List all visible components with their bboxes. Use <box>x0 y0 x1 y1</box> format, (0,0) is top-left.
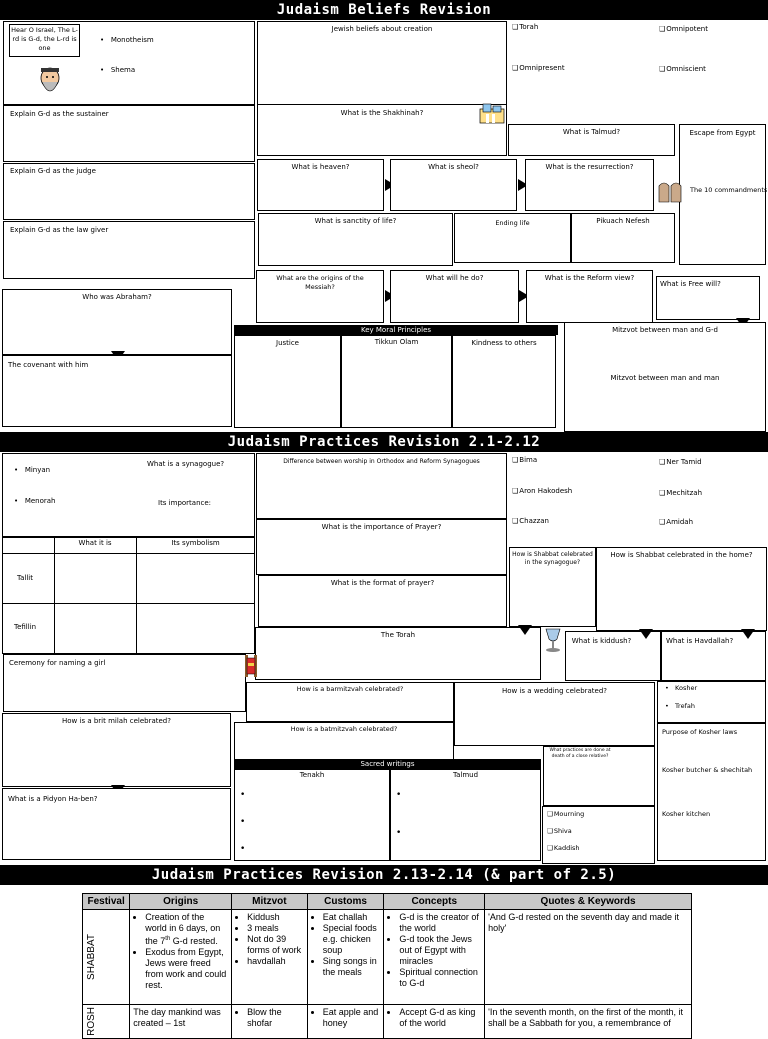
arrow-down-icon <box>741 629 755 639</box>
shabbat-home-label: How is Shabbat celebrated in the home? <box>610 551 753 559</box>
death-label: What practices are done at death of a close relative? <box>549 748 611 759</box>
customs-cell <box>307 910 384 1005</box>
kosher-laws-box <box>657 723 766 861</box>
barmitzvah-label: How is a barmitzvah celebrated? <box>296 685 404 693</box>
synagogue-label: What is a synagogue? <box>147 460 225 468</box>
shabbat-synagogue-label: How is Shabbat celebrated in the synagogue? <box>512 551 593 566</box>
pikuach-label: Pikuach Nefesh <box>596 217 650 225</box>
check-amidah[interactable]: ❑ Amidah <box>659 518 693 527</box>
bullet-trefah: • Trefah <box>665 702 695 710</box>
concepts-cell <box>384 910 485 1005</box>
prayer-format-label: What is the format of prayer? <box>330 579 435 587</box>
kosher-purpose-label: Purpose of Kosher laws <box>662 728 738 736</box>
will-he-do-label: What will he do? <box>425 274 484 282</box>
tablets-icon <box>657 180 685 204</box>
list-item: • Exodus from Egypt, Jews were freed from work and could rest. <box>145 947 228 991</box>
egypt-label: Escape from Egypt <box>689 129 756 137</box>
covenant-label: The covenant with him <box>8 361 89 369</box>
talmud-bullet-1: • <box>396 790 402 800</box>
check-omniscient[interactable]: ❑ Omniscient <box>659 65 706 74</box>
list-item: • Special foods e.g. chicken soup <box>323 923 381 956</box>
check-aron-hakodesh[interactable]: ❑ Aron Hakodesh <box>512 487 572 496</box>
torah-label: The Torah <box>380 631 416 639</box>
arrow-down-icon <box>639 629 653 639</box>
origins-cell <box>130 910 232 1005</box>
list-item: • 3 meals <box>247 923 304 934</box>
abraham-label: Who was Abraham? <box>82 293 152 301</box>
concepts-cell <box>384 1005 485 1039</box>
arrow-down-icon <box>518 625 532 635</box>
kiddush-label: What is kiddush? <box>571 637 632 645</box>
practices2-section-title: Judaism Practices Revision 2.13-2.14 (& part of 2.5) <box>0 865 768 885</box>
symbolism-header: Its symbolism <box>171 539 220 547</box>
difference-label: Difference between worship in Orthodox and Reform Synagogues <box>283 458 480 465</box>
kosher-kitchen-label: Kosher kitchen <box>662 810 711 818</box>
bullet-minyan: • Minyan <box>14 466 51 474</box>
list-item: • G-d took the Jews out of Egypt with miracles <box>399 934 481 967</box>
reform-label: What is the Reform view? <box>544 274 635 282</box>
commandments-label: The 10 commandments <box>690 186 768 194</box>
mitzvot-cell <box>232 1005 308 1039</box>
havdallah-label: What is Havdallah? <box>666 637 734 645</box>
festival-name: ROSH <box>86 1007 97 1036</box>
check-bima[interactable]: ❑ Bima <box>512 456 537 465</box>
check-omnipresent[interactable]: ❑ Omnipresent <box>512 64 565 73</box>
shema-quote: Hear O Israel, The L-rd is G-d, the L-rd is one <box>11 26 78 52</box>
mitzvot-man-label: Mitzvot between man and man <box>610 374 720 382</box>
tenakh-bullet-1: • <box>240 790 246 800</box>
tenakh-box <box>234 769 390 861</box>
customs-cell <box>307 1005 384 1039</box>
tallit-table <box>2 537 255 654</box>
resurrection-label: What is the resurrection? <box>545 163 634 171</box>
mitzvot-god-label: Mitzvot between man and G-d <box>612 326 718 334</box>
check-chazzan[interactable]: ❑ Chazzan <box>512 517 549 526</box>
table-row <box>83 910 692 1005</box>
check-mourning[interactable]: ❑ Mourning <box>547 810 584 819</box>
check-kaddish[interactable]: ❑ Kaddish <box>547 844 580 853</box>
creation-label: Jewish beliefs about creation <box>331 25 433 33</box>
naming-girl-label: Ceremony for naming a girl <box>9 659 106 667</box>
lawgiver-label: Explain G-d as the law giver <box>10 226 109 234</box>
list-item: • Spiritual connection to G-d <box>399 967 481 989</box>
tallit-label: Tallit <box>17 574 33 582</box>
free-will-label: What is Free will? <box>660 280 721 288</box>
list-item: • havdallah <box>247 956 304 967</box>
check-shiva[interactable]: ❑ Shiva <box>547 827 572 836</box>
kiddush-cup-icon <box>542 626 564 654</box>
quote-cell: 'And G-d rested on the seventh day and made it holy' <box>485 910 692 1005</box>
justice-label: Justice <box>276 339 299 347</box>
brit-milah-label: How is a brit milah celebrated? <box>62 717 171 725</box>
origins-cell: The day mankind was created – 1st <box>130 1005 232 1039</box>
pidyon-label: What is a Pidyon Ha-ben? <box>8 795 98 803</box>
kosher-butcher-label: Kosher butcher & shechitah <box>662 766 753 774</box>
festival-name: SHABBAT <box>86 934 97 980</box>
sheol-label: What is sheol? <box>428 163 479 171</box>
list-item: • Creation of the world in 6 days, on the 7th G-d rested. <box>145 912 228 947</box>
prayer-importance-label: What is the importance of Prayer? <box>321 523 442 531</box>
bullet-shema: • Shema <box>100 66 136 74</box>
header-origins: Origins <box>130 894 232 910</box>
list-item: • Eat challah <box>323 912 381 923</box>
list-item: • Accept G-d as king of the world <box>399 1007 481 1029</box>
festival-name-cell <box>83 910 130 1005</box>
rabbi-illustration-icon <box>36 66 64 100</box>
tefillin-label: Tefillin <box>14 623 37 631</box>
batmitzvah-label: How is a batmitzvah celebrated? <box>290 725 398 733</box>
talmud-label: What is Talmud? <box>562 128 621 136</box>
justice-box <box>234 335 341 428</box>
check-omnipotent[interactable]: ❑ Omnipotent <box>659 25 708 34</box>
beliefs-section-title: Judaism Beliefs Revision <box>0 0 768 20</box>
header-customs: Customs <box>307 894 384 910</box>
list-item: • Kiddush <box>247 912 304 923</box>
wedding-label: How is a wedding celebrated? <box>501 687 608 695</box>
festivals-header-row <box>83 894 692 910</box>
talmud-bullet-2: • <box>396 828 402 838</box>
sanctity-label: What is sanctity of life? <box>314 217 397 225</box>
table-row <box>83 1005 692 1039</box>
talmud-writings-label: Talmud <box>452 771 479 779</box>
sustainer-label: Explain G-d as the sustainer <box>10 110 109 118</box>
heaven-label: What is heaven? <box>291 163 350 171</box>
talmud-writings-box <box>390 769 541 861</box>
list-item: • Blow the shofar <box>247 1007 304 1029</box>
torah-scroll-icon <box>244 653 258 679</box>
tenakh-label: Tenakh <box>299 771 325 779</box>
tikkun-box <box>341 335 452 428</box>
check-ner-tamid[interactable]: ❑ Ner Tamid <box>659 458 702 467</box>
festival-name-cell <box>83 1005 130 1039</box>
kindness-label: Kindness to others <box>471 339 537 347</box>
tikkun-label: Tikkun Olam <box>374 338 419 346</box>
list-item: • G-d is the creator of the world <box>399 912 481 934</box>
importance-label: Its importance: <box>158 499 212 507</box>
check-torah[interactable]: ❑ Torah <box>512 23 538 32</box>
sacred-writings-title: Sacred writings <box>234 759 541 769</box>
list-item: • Not do 39 forms of work <box>247 934 304 956</box>
moral-principles-title: Key Moral Principles <box>234 325 558 335</box>
messiah-label: What are the origins of the Messiah? <box>276 274 364 291</box>
judge-label: Explain G-d as the judge <box>10 167 96 175</box>
tenakh-bullet-2: • <box>240 817 246 827</box>
header-concepts: Concepts <box>384 894 485 910</box>
what-it-is-header: What it is <box>78 539 112 547</box>
practices-section-title: Judaism Practices Revision 2.1-2.12 <box>0 432 768 452</box>
header-festival: Festival <box>83 894 130 910</box>
festivals-table <box>82 893 692 1039</box>
header-mitzvot: Mitzvot <box>232 894 308 910</box>
tenakh-bullet-3: • <box>240 844 246 854</box>
shekhinah-label: What is the Shakhinah? <box>340 109 424 117</box>
check-mechitzah[interactable]: ❑ Mechitzah <box>659 489 702 498</box>
mitzvot-cell <box>232 910 308 1005</box>
kindness-box <box>452 335 556 428</box>
header-quotes: Quotes & Keywords <box>485 894 692 910</box>
list-item: • Sing songs in the meals <box>323 956 381 978</box>
temple-icon <box>478 101 506 125</box>
ending-life-label: Ending life <box>495 219 530 227</box>
list-item: • Eat apple and honey <box>323 1007 381 1029</box>
bullet-kosher: • Kosher <box>665 684 698 692</box>
quote-cell: 'In the seventh month, on the first of the month, it shall be a Sabbath for you, a remembrance of <box>485 1005 692 1039</box>
bullet-monotheism: • Monotheism <box>100 36 154 44</box>
bullet-menorah: • Menorah <box>14 497 56 505</box>
